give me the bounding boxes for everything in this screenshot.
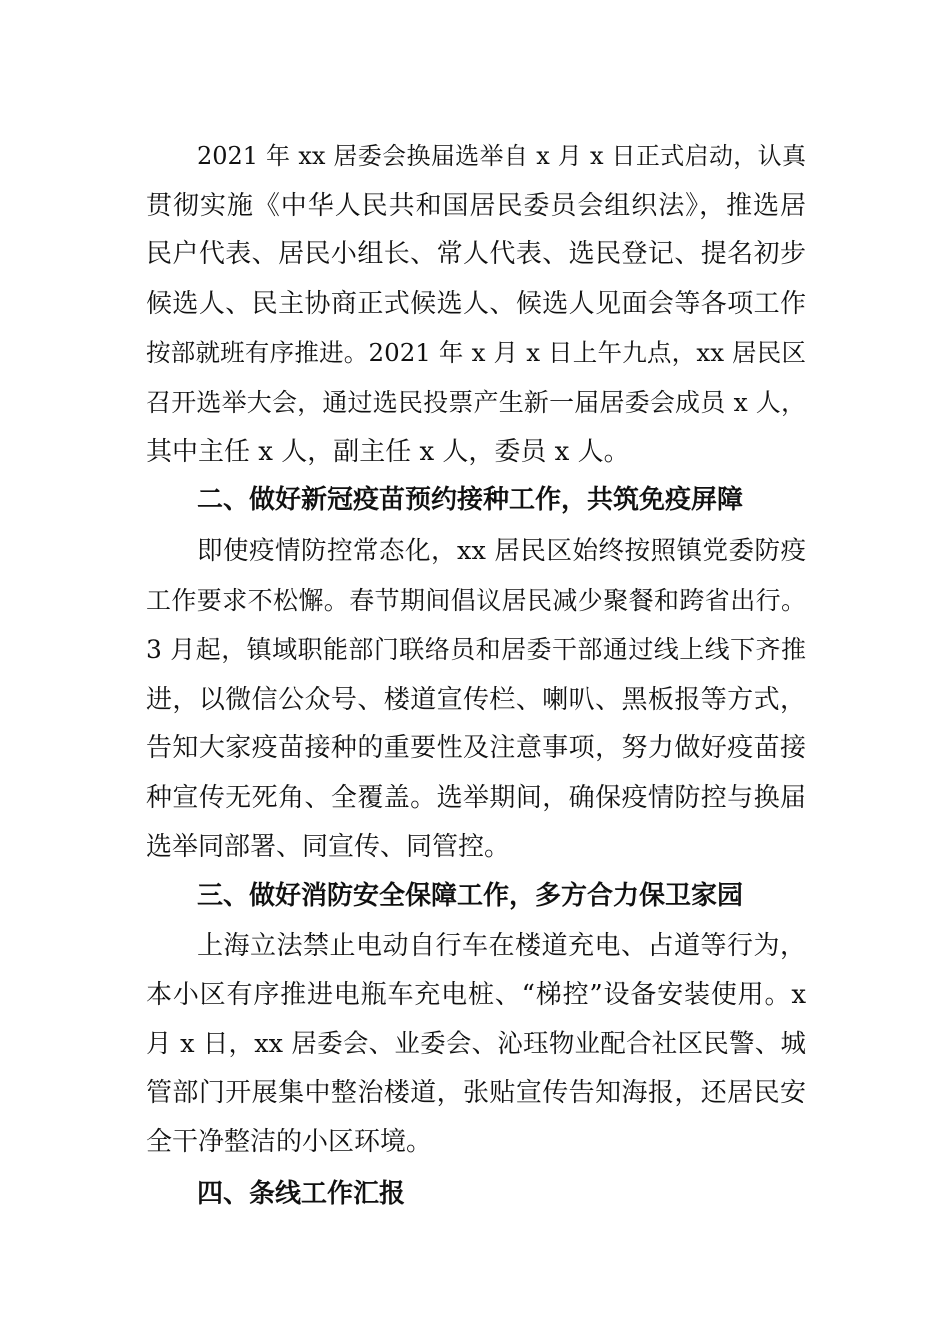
paragraph-1-line-1: 2021 年 xx 居委会换届选举自 x 月 x 日正式启动，认真 <box>197 142 806 170</box>
paragraph-1-line-6: 召开选举大会，通过选民投票产生新一届居委会成员 x 人， <box>146 388 806 417</box>
paragraph-2-line-1: 即使疫情防控常态化，xx 居民区始终按照镇党委防疫 <box>197 536 806 566</box>
paragraph-2-line-6: 种宣传无死角、全覆盖。选举期间，确保疫情防控与换届 <box>146 783 806 813</box>
paragraph-2-line-5: 告知大家疫苗接种的重要性及注意事项，努力做好疫苗接 <box>146 733 806 763</box>
paragraph-3-line-2: 本小区有序推进电瓶车充电桩、“梯控”设备安装使用。x <box>146 980 806 1010</box>
paragraph-1-line-2: 贯彻实施《中华人民共和国居民委员会组织法》，推选居 <box>146 191 806 221</box>
paragraph-2-line-3: 3 月起，镇域职能部门联络员和居委干部通过线上线下齐推 <box>146 635 806 664</box>
paragraph-1-line-5: 按部就班有序推进。2021 年 x 月 x 日上午九点，xx 居民区 <box>146 338 806 367</box>
section-heading-3: 三、做好消防安全保障工作，多方合力保卫家园 <box>197 881 744 911</box>
paragraph-2-line-7: 选举同部署、同宣传、同管控。 <box>146 832 511 862</box>
paragraph-2-line-2: 工作要求不松懈。春节期间倡议居民减少聚餐和跨省出行。 <box>146 586 806 615</box>
paragraph-2-line-4: 进，以微信公众号、楼道宣传栏、喇叭、黑板报等方式， <box>146 685 806 715</box>
paragraph-3-line-3: 月 x 日，xx 居委会、业委会、沁珏物业配合社区民警、城 <box>146 1029 806 1059</box>
paragraph-3-line-1: 上海立法禁止电动自行车在楼道充电、占道等行为， <box>197 931 806 961</box>
paragraph-3-line-4: 管部门开展集中整治楼道，张贴宣传告知海报，还居民安 <box>146 1078 806 1108</box>
paragraph-3-line-5: 全干净整洁的小区环境。 <box>146 1127 433 1157</box>
paragraph-1-line-7: 其中主任 x 人，副主任 x 人，委员 x 人。 <box>146 437 630 467</box>
section-heading-4: 四、条线工作汇报 <box>197 1179 406 1209</box>
paragraph-1-line-4: 候选人、民主协商正式候选人、候选人见面会等各项工作 <box>146 289 806 319</box>
paragraph-1-line-3: 民户代表、居民小组长、常人代表、选民登记、提名初步 <box>146 239 806 269</box>
section-heading-2: 二、做好新冠疫苗预约接种工作，共筑免疫屏障 <box>197 485 744 515</box>
